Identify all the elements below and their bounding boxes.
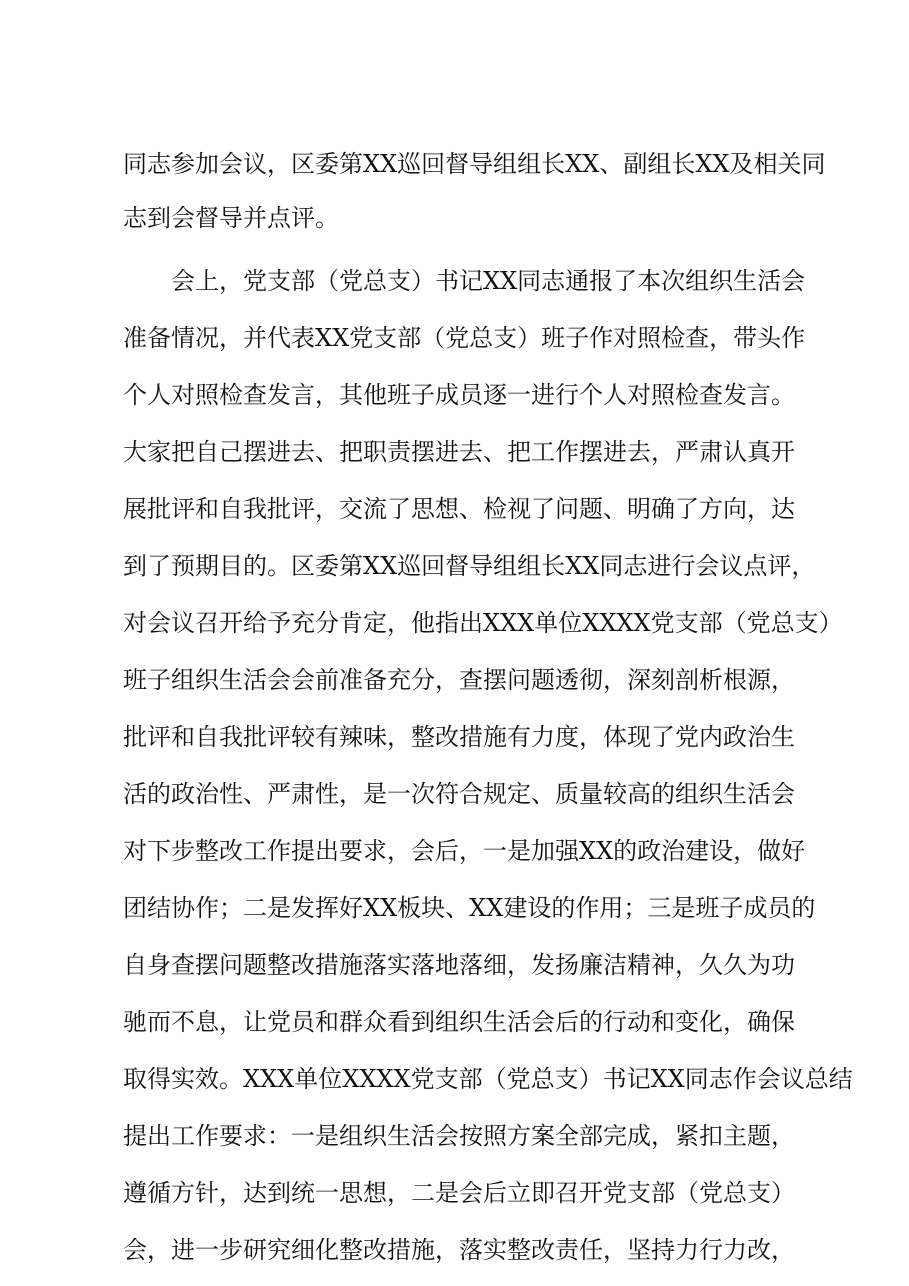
text-line: 准备情况，并代表XX党支部（党总支）班子作对照检查，带头作 — [123, 324, 806, 352]
text-line: 活的政治性、严肃性，是一次符合规定、质量较高的组织生活会 — [123, 780, 795, 808]
text-line: 自身查摆问题整改措施落实落地落细，发扬廉洁精神，久久为功 — [123, 951, 795, 979]
text-line: 大家把自己摆进去、把职责摆进去、把工作摆进去，严肃认真开 — [123, 438, 795, 466]
text-line: 对会议召开给予充分肯定，他指出XXX单位XXXX党支部（党总支） — [123, 609, 843, 637]
text-line: 同志参加会议，区委第XX巡回督导组组长XX、副组长XX及相关同 — [123, 150, 826, 178]
text-line: 志到会督导并点评。 — [123, 204, 339, 232]
text-line: 批评和自我批评较有辣味，整改措施有力度，体现了党内政治生 — [123, 723, 795, 751]
text-line: 会，进一步研究细化整改措施，落实整改责任，坚持力行力改， — [123, 1236, 795, 1264]
text-line: 到了预期目的。区委第XX巡回督导组组长XX同志进行会议点评， — [123, 552, 816, 580]
text-line: 遵循方针，达到统一思想，二是会后立即召开党支部（党总支） — [123, 1179, 795, 1207]
text-line: 展批评和自我批评，交流了思想、检视了问题、明确了方向，达 — [123, 495, 795, 523]
text-line: 取得实效。XXX单位XXXX党支部（党总支）书记XX同志作会议总结 — [123, 1065, 853, 1093]
text-line: 提出工作要求：一是组织生活会按照方案全部完成，紧扣主题， — [123, 1122, 795, 1150]
text-line: 个人对照检查发言，其他班子成员逐一进行个人对照检查发言。 — [123, 381, 795, 409]
text-line: 会上，党支部（党总支）书记XX同志通报了本次组织生活会 — [171, 267, 806, 295]
text-line: 团结协作；二是发挥好XX板块、XX建设的作用；三是班子成员的 — [123, 894, 816, 922]
text-line: 对下步整改工作提出要求，会后，一是加强XX的政治建设，做好 — [123, 837, 806, 865]
text-line: 班子组织生活会会前准备充分，查摆问题透彻，深刻剖析根源， — [123, 666, 795, 694]
text-line: 驰而不息，让党员和群众看到组织生活会后的行动和变化，确保 — [123, 1008, 795, 1036]
